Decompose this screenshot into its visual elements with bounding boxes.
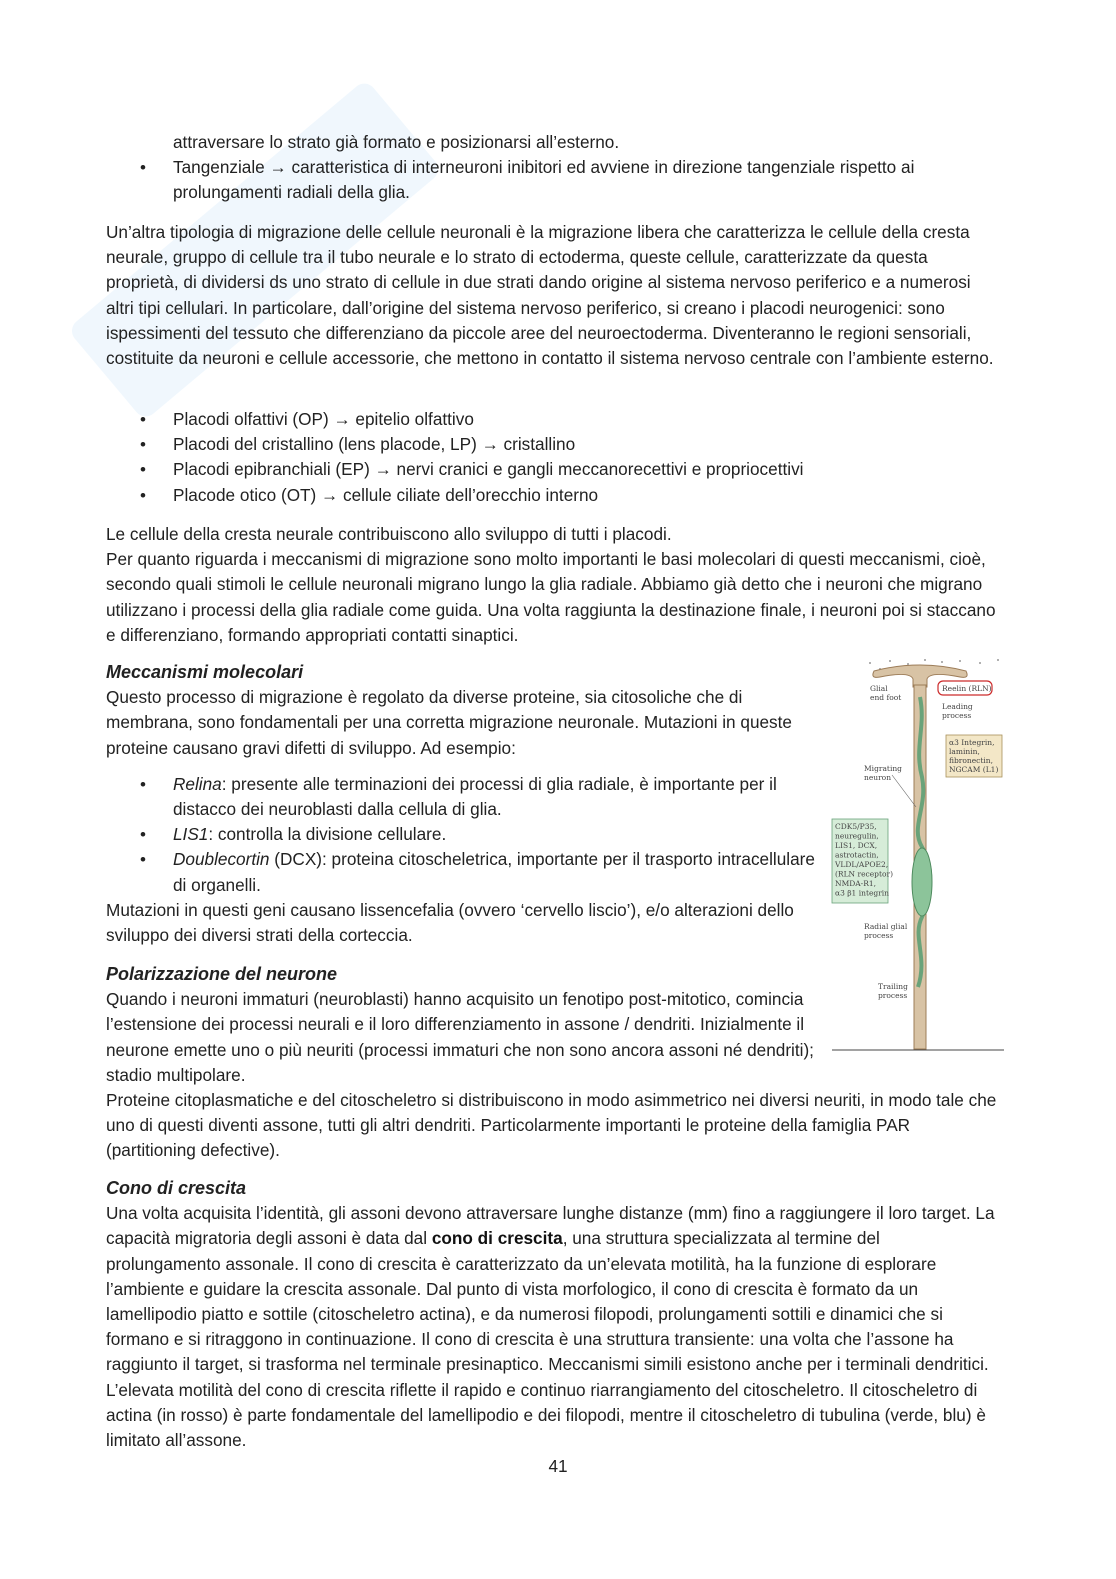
fig-label: Leading — [942, 702, 973, 711]
list-item: • Placodi epibranchiali (EP) → nervi cranici e gangli meccanorecettivi e propriocettivi — [106, 457, 998, 482]
fig-label: astrotactin, — [835, 850, 879, 860]
molecular-outro-paragraph: Mutazioni in questi geni causano lissencefalia (ovvero ‘cervello liscio’), e/o alterazioni dello sviluppo dei diversi strati della corteccia. — [106, 899, 794, 946]
fig-label: Migrating — [864, 764, 902, 773]
fig-label: NMDA-R1, — [835, 879, 877, 888]
fig-label: (RLN receptor) — [835, 869, 894, 879]
list-item-doublecortin — [106, 847, 818, 897]
proteins-list — [106, 772, 818, 898]
section-title: Meccanismi molecolari — [106, 662, 304, 682]
placodes-list — [106, 407, 998, 508]
fig-label: Trailing — [878, 982, 908, 991]
svg-text:Leadingprocess — [942, 702, 973, 720]
section-growth-cone — [106, 1176, 998, 1453]
fig-label: α3 Integrin, — [949, 738, 995, 747]
polarization-paragraph-1: Quando i neuroni immaturi (neuroblasti) hanno acquisito un fenotipo post-mitotico, comincia l’estensione dei processi neurali e il loro differenziamento in assone / dendriti. Inizialmente il neurone emette uno o più neuriti (processi immaturi che non sono ancora assoni né dendriti); stadio multipolare. — [106, 989, 814, 1085]
fig-label: fibronectin, — [949, 756, 994, 765]
fig-label: LIS1, DCX, — [835, 841, 878, 850]
highlighted-term: cono di crescita — [431, 1228, 563, 1249]
svg-text:α3 Integrin,laminin,fibronecti — [949, 738, 998, 774]
fig-label: VLDL/APOE2, — [835, 860, 889, 869]
polarization-paragraph-2: Proteine citoplasmatiche e del citoscheletro si distribuiscono in modo asimmetrico nei diversi neuriti, in modo tale che uno di questi diventi assone, tutti gli altri dendriti. Particolarmente importanti le proteine della famiglia PAR (partitioning defective). — [106, 1090, 997, 1161]
svg-text:Glialend foot — [870, 684, 901, 702]
placodes-block — [106, 407, 998, 508]
definition: : presente alle terminazioni dei processi di glia radiale, è importante per il distacco dei neuroblasti dalla cellula di glia. — [173, 773, 777, 820]
fig-label: neuregulin, — [835, 831, 879, 841]
term: Doublecortin — [173, 849, 270, 870]
fig-label: process — [864, 931, 894, 940]
neural-crest-paragraph-block — [106, 220, 998, 371]
list-item-tangential: • Tangenziale → caratteristica di interneuroni inibitori ed avviene in direzione tangenziale rispetto ai prolungamenti radiali della glia. — [106, 155, 998, 205]
svg-text:Trailingprocess — [878, 982, 908, 1000]
list-item: • Placode otico (OT) → cellule ciliate dell’orecchio interno — [106, 483, 998, 508]
svg-text:Migratingneuron — [864, 764, 902, 782]
fig-label: end foot — [870, 693, 902, 702]
molecular-intro-paragraph: Questo processo di migrazione è regolato da diverse proteine, sia citosoliche che di membrana, sono fondamentali per una corretta migrazione neuronale. Mutazioni in queste proteine causano gravi difetti di sviluppo. Ad esempio: — [106, 687, 792, 758]
section-molecular-mechanisms — [106, 660, 818, 948]
definition: (DCX): proteina citoscheletrica, importante per il trasporto intracellulare di organelli. — [173, 849, 815, 895]
page-number: 41 — [548, 1456, 568, 1476]
neuron-migration-figure — [830, 657, 1006, 1053]
crest-contribution-paragraph: Le cellule della cresta neurale contribuiscono allo sviluppo di tutti i placodi. — [106, 524, 672, 544]
svg-text:Radial glialprocess — [864, 922, 908, 940]
text-run: Una volta acquisita l’identità, gli assoni devono attraversare lunghe distanze (mm) fino a raggiungere il loro target. La capacità migratoria degli assoni è data dal — [106, 1203, 995, 1249]
fig-label: process — [878, 991, 908, 1000]
neuron-cell-body — [912, 848, 932, 916]
fig-label: NGCAM (L1) — [949, 765, 999, 774]
fig-label: α3 β1 integrin — [835, 888, 890, 898]
fig-label: CDK5/P35, — [835, 822, 877, 831]
migration-type-list — [106, 155, 998, 205]
mechanisms-paragraph: Per quanto riguarda i meccanismi di migrazione sono molto importanti le basi molecolari di questi meccanismi, cioè, secondo quali stimoli le cellule neuronali migrano lungo la glia radiale. Abbiamo già detto che i neuroni che migrano utilizzano i processi della glia radiale come guida. Una volta raggiunta la destinazione finale, i neuroni poi si staccano e differenziano, formando appropriati contatti sinaptici. — [106, 549, 996, 645]
list-item-relina — [106, 772, 818, 822]
bullet-continuation: attraversare lo strato già formato e posizionarsi all’esterno. — [173, 132, 620, 152]
fig-label: Radial glial — [864, 922, 908, 931]
term: Relina — [173, 773, 222, 794]
list-item: • Placodi del cristallino (lens placode, LP) → cristallino — [106, 432, 998, 457]
text-run: , una struttura specializzata al termine del prolungamento assonale. Il cono di crescita è caratterizzato da un’elevata motilità, ha la funzione di esplorare l’ambiente e guidare la crescita assonale. Dal punto di vista morfologico, il cono di crescita è formato da un lamellipodio piatto e sottile (citoscheletro actina), e da numerosi filopodi, prolungamenti sottili e dinamici che si formano e si ritraggono in continuazione. Il cono di crescita è una struttura transiente: una volta che l’assone ha raggiunto il target, si trasforma nel terminale presinaptico. Meccanismi simili esistono anche per i terminali dendritici. L’elevata motilità del cono di crescita riflette il rapido e continuo riarrangiamento del citoscheletro. Il citoscheletro di actina (in rosso) è parte fondamentale del lamellipodio e dei filopodi, mentre il citoscheletro di tubulina (verde, blu) è limitato all’assone. — [106, 1228, 989, 1451]
fig-label-reelin: Reelin (RLN) — [942, 684, 992, 693]
definition: : controlla la divisione cellulare. — [208, 824, 447, 845]
neural-crest-paragraph: Un’altra tipologia di migrazione delle cellule neuronali è la migrazione libera che caratterizza le cellule della cresta neurale, gruppo di cellule tra il tubo neurale e lo strato di ectoderma, queste cellule, caratterizzate da questa proprietà, di dividersi ds uno strato di cellule in due strati dando origine al sistema nervoso periferico e a numerosi altri tipi cellulari. In particolare, dall’origine del sistema nervoso periferico, si creano i placodi neurogenici: sono ispessimenti del tessuto che differenziano da piccole aree del neuroectoderma. Diventeranno le regioni sensoriali, costituite da neuroni e cellule accessorie, che mettono in contatto il sistema nervoso centrale con l’ambiente esterno. — [106, 222, 994, 369]
list-item-lis1 — [106, 822, 818, 847]
list-item: • Placodi olfattivi (OP) → epitelio olfattivo — [106, 407, 998, 432]
section-title: Polarizzazione del neurone — [106, 964, 338, 984]
mechanisms-block — [106, 522, 998, 648]
term: LIS1 — [173, 824, 209, 845]
growth-cone-paragraph — [106, 1201, 998, 1453]
section-title: Cono di crescita — [106, 1178, 247, 1198]
fig-label: laminin, — [949, 747, 980, 756]
fig-label: neuron — [864, 773, 892, 782]
bullet-continuation-block — [106, 130, 998, 206]
fig-label: process — [942, 711, 972, 720]
fig-label: Glial — [870, 684, 888, 693]
